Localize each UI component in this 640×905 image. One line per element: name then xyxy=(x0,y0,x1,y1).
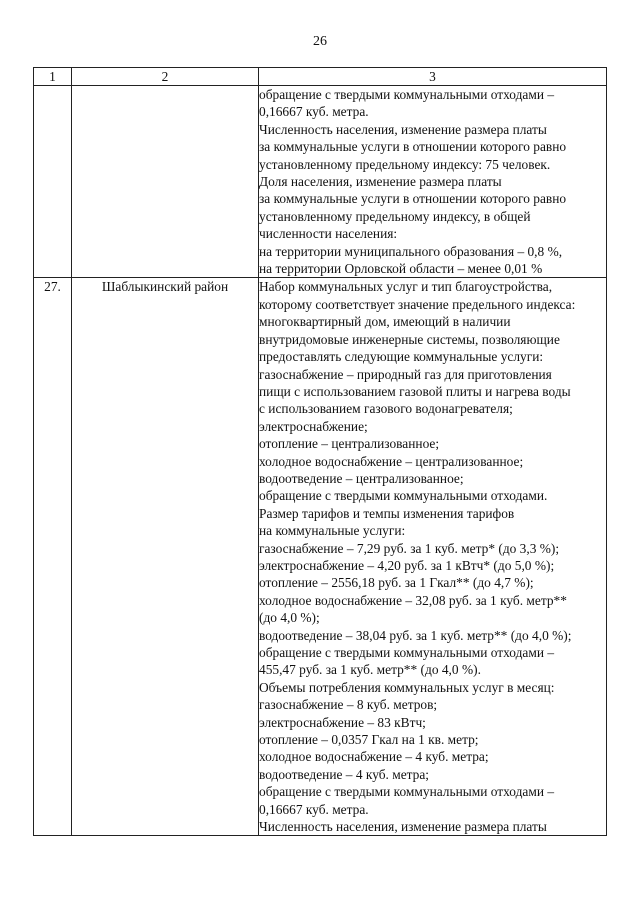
text-line: на коммунальные услуги: xyxy=(259,523,406,539)
column-header: 2 xyxy=(72,68,259,86)
text-line: с использованием газового водонагревателя; xyxy=(259,401,513,417)
table-row xyxy=(34,86,607,278)
text-line: за коммунальные услуги в отношении которого равно xyxy=(259,191,567,207)
text-line: внутридомовые инженерные системы, позволяющие xyxy=(259,331,560,347)
text-line: (до 4,0 %); xyxy=(259,610,320,626)
text-line: Численность населения, изменение размера платы xyxy=(259,819,547,835)
text-line: водоотведение – 38,04 руб. за 1 куб. метр** (до 4,0 %); xyxy=(259,627,572,643)
text-line: 0,16667 куб. метра. xyxy=(259,104,369,120)
row-number-cell xyxy=(34,86,72,278)
text-line: обращение с твердыми коммунальными отходами – xyxy=(259,784,555,800)
text-line: водоотведение – 4 куб. метра; xyxy=(259,766,430,782)
table-row xyxy=(34,278,607,836)
text-line: отопление – централизованное; xyxy=(259,436,440,452)
text-line: Размер тарифов и темпы изменения тарифов xyxy=(259,505,515,521)
text-line: электроснабжение – 83 кВтч; xyxy=(259,714,426,730)
text-line: холодное водоснабжение – 4 куб. метра; xyxy=(259,749,489,765)
text-line: Доля населения, изменение размера платы xyxy=(259,174,502,190)
text-line: на территории Орловской области – менее 0,01 % xyxy=(259,261,543,277)
text-line: газоснабжение – 8 куб. метров; xyxy=(259,697,438,713)
text-line: обращение с твердыми коммунальными отходами – xyxy=(259,645,555,660)
text-line: отопление – 0,0357 Гкал на 1 кв. метр; xyxy=(259,732,479,748)
text-line: предоставлять следующие коммунальные услуги: xyxy=(259,349,544,365)
text-line: численности населения: xyxy=(259,226,398,242)
text-line: холодное водоснабжение – 32,08 руб. за 1 куб. метр** xyxy=(259,592,567,608)
text-line: газоснабжение – природный газ для приготовления xyxy=(259,366,552,382)
text-line: отопление – 2556,18 руб. за 1 Гкал** (до 4,7 %); xyxy=(259,575,534,591)
text-line: установленному предельному индексу, в общей xyxy=(259,208,531,224)
column-header: 3 xyxy=(259,68,607,86)
text-line: обращение с твердыми коммунальными отходами. xyxy=(259,488,548,504)
text-line: 0,16667 куб. метра. xyxy=(259,801,369,817)
text-line: холодное водоснабжение – централизованное; xyxy=(259,453,524,469)
description-cell xyxy=(259,86,607,278)
data-table xyxy=(33,67,607,836)
text-line: Набор коммунальных услуг и тип благоустройства, xyxy=(259,279,553,295)
table-header-row xyxy=(34,68,607,86)
row-number-cell: 27. xyxy=(34,278,72,836)
district-name-cell: Шаблыкинский район xyxy=(72,278,259,836)
text-line: многоквартирный дом, имеющий в наличии xyxy=(259,314,511,330)
text-line: Численность населения, изменение размера платы xyxy=(259,121,547,137)
text-line: водоотведение – централизованное; xyxy=(259,470,464,486)
text-line: пищи с использованием газовой плиты и нагрева воды xyxy=(259,383,571,399)
text-line: которому соответствует значение предельного индекса: xyxy=(259,296,576,312)
text-line: на территории муниципального образования – 0,8 %, xyxy=(259,243,563,259)
description-cell xyxy=(259,278,607,836)
text-line: газоснабжение – 7,29 руб. за 1 куб. метр* (до 3,3 %); xyxy=(259,540,560,556)
text-line: обращение с твердыми коммунальными отходами – xyxy=(259,87,555,102)
column-header: 1 xyxy=(34,68,72,86)
text-line: 455,47 руб. за 1 куб. метр** (до 4,0 %). xyxy=(259,662,481,678)
district-name-cell xyxy=(72,86,259,278)
text-line: за коммунальные услуги в отношении которого равно xyxy=(259,139,567,155)
text-line: Объемы потребления коммунальных услуг в месяц: xyxy=(259,679,555,695)
page-number: 26 xyxy=(313,34,327,49)
text-line: установленному предельному индексу: 75 человек. xyxy=(259,156,551,172)
text-line: электроснабжение; xyxy=(259,418,368,434)
text-line: электроснабжение – 4,20 руб. за 1 кВтч* (до 5,0 %); xyxy=(259,557,555,573)
